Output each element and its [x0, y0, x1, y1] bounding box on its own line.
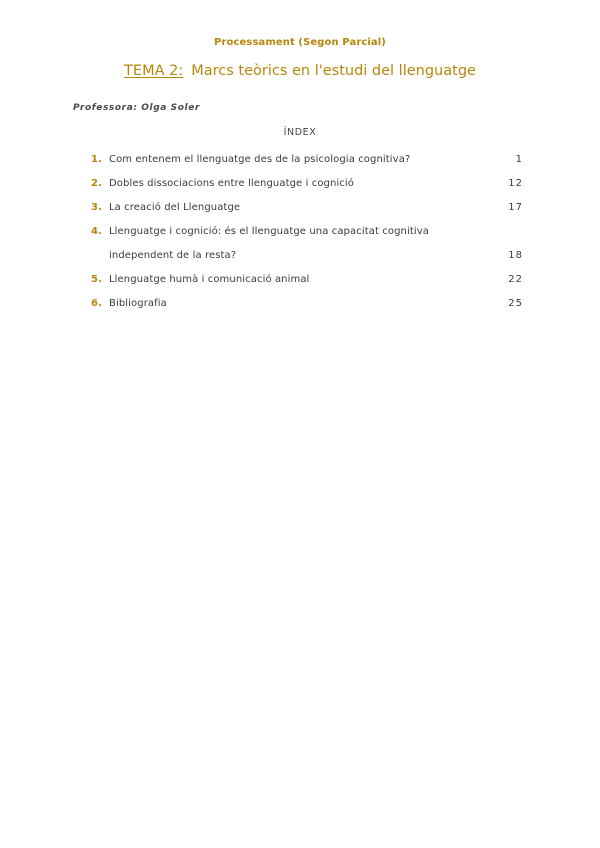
- toc-page: 25: [508, 298, 523, 309]
- tema-label: TEMA 2:: [124, 63, 184, 79]
- toc-page: 1: [515, 154, 523, 165]
- toc-page: 12: [508, 178, 523, 189]
- toc-text: Llenguatge humà i comunicació animal: [109, 274, 310, 285]
- toc-text-continuation: independent de la resta?: [109, 250, 237, 261]
- toc-number: 5.: [91, 274, 102, 285]
- toc-page: 17: [508, 202, 523, 213]
- toc-entry-4-continuation[interactable]: [0, 249, 600, 263]
- toc-text: Dobles dissociacions entre llenguatge i cognició: [109, 178, 354, 189]
- toc-number: 3.: [91, 202, 102, 213]
- index-heading: ÍNDEX: [283, 127, 317, 138]
- page-title: [0, 63, 600, 79]
- toc-entry-2[interactable]: [0, 177, 600, 191]
- course-name: Processament (Segon Parcial): [214, 37, 386, 48]
- toc-page: 22: [508, 274, 523, 285]
- toc-number: 6.: [91, 298, 102, 309]
- toc-page: 18: [508, 250, 523, 261]
- toc-text: Bibliografia: [109, 298, 167, 309]
- toc-text: Llenguatge i cognició: és el llenguatge una capacitat cognitiva: [109, 226, 429, 237]
- toc-text: La creació del Llenguatge: [109, 202, 241, 213]
- toc-number: 1.: [91, 154, 102, 165]
- toc-entry-5[interactable]: [0, 273, 600, 287]
- toc-number: 4.: [91, 226, 102, 237]
- professor-line: Professora: Olga Soler: [73, 103, 200, 113]
- toc-number: 2.: [91, 178, 102, 189]
- toc-entry-3[interactable]: [0, 201, 600, 215]
- title-text: Marcs teòrics en l'estudi del llenguatge: [191, 63, 476, 79]
- toc-entry-1[interactable]: [0, 153, 600, 167]
- toc-entry-6[interactable]: [0, 297, 600, 311]
- toc-text: Com entenem el llenguatge des de la psicologia cognitiva?: [109, 154, 411, 165]
- toc-entry-4[interactable]: [0, 225, 600, 239]
